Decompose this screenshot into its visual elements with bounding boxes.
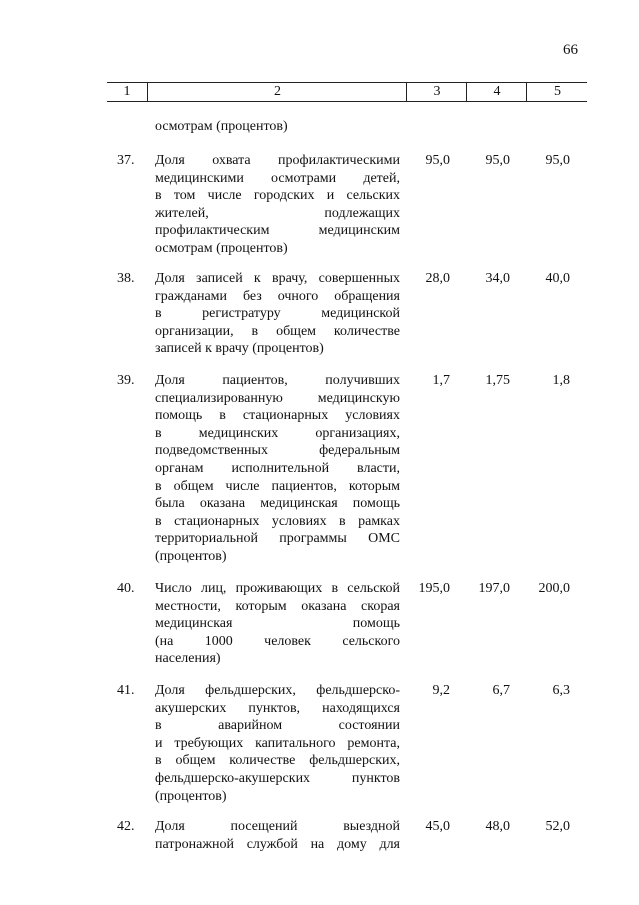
value-col-5: 40,0 [545, 271, 570, 286]
description-line: в том числе городских и сельских [155, 188, 400, 204]
description-line: (на 1000 человек сельского [155, 633, 400, 649]
row-description [155, 818, 400, 853]
row-description [155, 372, 400, 566]
value-col-5: 6,3 [552, 683, 570, 698]
row-description [155, 580, 400, 668]
description-line: была оказана медицинская помощь [155, 496, 400, 512]
description-line: гражданами без очного обращения [155, 288, 400, 304]
value-col-3: 28,0 [425, 271, 450, 286]
description-line: патронажной службой на дому для [155, 836, 400, 852]
header-col-3: 3 [406, 83, 467, 101]
description-line: населения) [155, 651, 221, 667]
page-number: 66 [563, 42, 578, 58]
description-line: (процентов) [155, 548, 227, 564]
value-col-3: 45,0 [425, 819, 450, 834]
description-line: Число лиц, проживающих в сельской [155, 581, 400, 596]
description-line: Доля фельдшерских, фельдшерско- [155, 683, 400, 698]
description-line: территориальной программы ОМС [155, 531, 400, 547]
description-line: в стационарных условиях в рамках [155, 513, 400, 529]
continuation-text: осмотрам (процентов) [155, 119, 288, 134]
description-line: в общем количестве фельдшерских, [155, 753, 400, 769]
row-number: 38. [117, 271, 135, 286]
value-col-5: 200,0 [538, 581, 570, 596]
description-line: фельдшерско-акушерских пунктов [155, 770, 400, 786]
description-line: медицинская помощь [155, 616, 400, 632]
row-number: 41. [117, 683, 135, 698]
description-line: и требующих капитального ремонта, [155, 735, 400, 751]
description-line: записей к врачу (процентов) [155, 341, 324, 357]
description-line: в регистратуру медицинской [155, 306, 400, 322]
row-number: 40. [117, 581, 135, 596]
value-col-3: 9,2 [432, 683, 450, 698]
description-line: специализированную медицинскую [155, 390, 400, 406]
value-col-4: 197,0 [478, 581, 510, 596]
description-line: в медицинских организациях, [155, 425, 400, 441]
value-col-4: 95,0 [485, 153, 510, 168]
description-line: Доля охвата профилактическими [155, 153, 400, 168]
description-line: подведомственных федеральным [155, 443, 400, 459]
description-line: (процентов) [155, 788, 227, 804]
value-col-3: 1,7 [432, 373, 450, 388]
row-number: 37. [117, 153, 135, 168]
description-line: местности, которым оказана скорая [155, 598, 400, 614]
value-col-4: 48,0 [485, 819, 510, 834]
value-col-4: 1,75 [485, 373, 510, 388]
value-col-3: 95,0 [425, 153, 450, 168]
value-col-3: 195,0 [418, 581, 450, 596]
value-col-4: 6,7 [492, 683, 510, 698]
description-line: жителей, подлежащих [155, 205, 400, 221]
description-line: Доля пациентов, получивших [155, 373, 400, 388]
row-description [155, 152, 400, 258]
description-line: Доля посещений выездной [155, 819, 400, 834]
description-line: акушерских пунктов, находящихся [155, 700, 400, 716]
description-line: осмотрам (процентов) [155, 240, 288, 256]
row-number: 42. [117, 819, 135, 834]
description-line: в аварийном состоянии [155, 718, 400, 734]
description-line: медицинскими осмотрами детей, [155, 170, 400, 186]
value-col-5: 1,8 [552, 373, 570, 388]
header-col-5: 5 [526, 83, 588, 101]
row-description [155, 682, 400, 805]
value-col-5: 95,0 [545, 153, 570, 168]
row-number: 39. [117, 373, 135, 388]
table-header [107, 82, 587, 102]
header-col-1: 1 [123, 84, 131, 99]
row-description [155, 270, 400, 358]
description-line: органам исполнительной власти, [155, 460, 400, 476]
header-col-2: 2 [147, 83, 407, 101]
value-col-4: 34,0 [485, 271, 510, 286]
description-line: в общем числе пациентов, которым [155, 478, 400, 494]
header-col-4: 4 [466, 83, 527, 101]
description-line: профилактическим медицинским [155, 223, 400, 239]
description-line: Доля записей к врачу, совершенных [155, 271, 400, 286]
description-line: организации, в общем количестве [155, 323, 400, 339]
value-col-5: 52,0 [545, 819, 570, 834]
description-line: помощь в стационарных условиях [155, 408, 400, 424]
